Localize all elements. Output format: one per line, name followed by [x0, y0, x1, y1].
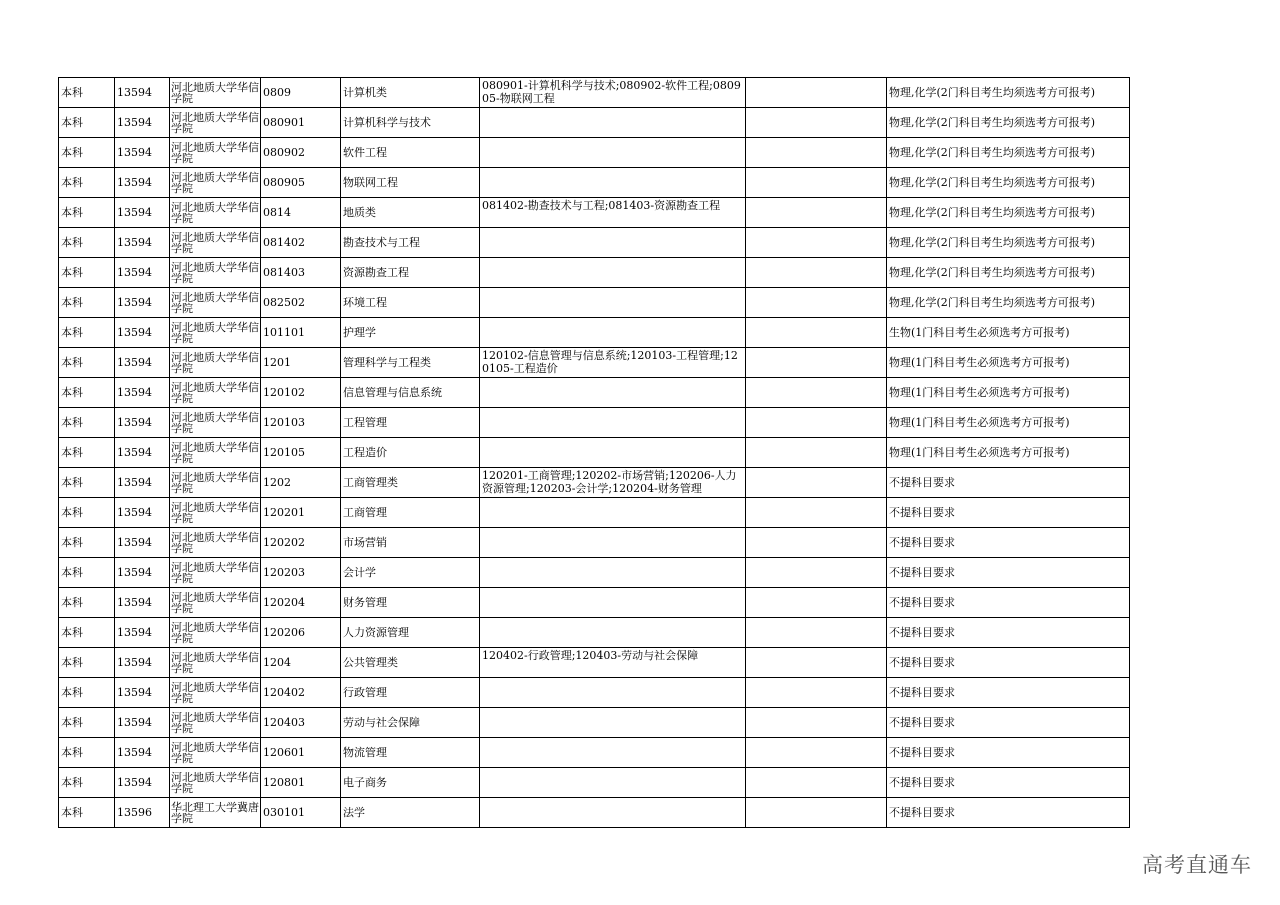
- empty-cell: [746, 498, 887, 528]
- school-code-cell: 13594: [115, 558, 170, 588]
- table-row: [59, 528, 1130, 558]
- major-name-cell: 劳动与社会保障: [341, 708, 480, 738]
- subject-requirement-cell: 物理,化学(2门科目考生均须选考方可报考): [887, 198, 1130, 228]
- major-name-cell: 软件工程: [341, 138, 480, 168]
- school-code-cell: 13594: [115, 678, 170, 708]
- empty-cell: [746, 588, 887, 618]
- level-cell: 本科: [59, 678, 115, 708]
- table-row: [59, 618, 1130, 648]
- major-code-cell: 1204: [261, 648, 341, 678]
- school-name-cell: 河北地质大学华信学院: [170, 468, 261, 498]
- major-name-cell: 公共管理类: [341, 648, 480, 678]
- subject-requirement-cell: 不提科目要求: [887, 738, 1130, 768]
- included-majors-cell: 081402-勘查技术与工程;081403-资源勘查工程: [480, 198, 746, 228]
- subject-requirement-cell: 不提科目要求: [887, 558, 1130, 588]
- subject-requirement-cell: 物理,化学(2门科目考生均须选考方可报考): [887, 168, 1130, 198]
- school-code-cell: 13594: [115, 288, 170, 318]
- included-majors-cell: [480, 498, 746, 528]
- included-majors-cell: [480, 708, 746, 738]
- table-row: [59, 408, 1130, 438]
- subject-requirement-cell: 物理,化学(2门科目考生均须选考方可报考): [887, 78, 1130, 108]
- empty-cell: [746, 78, 887, 108]
- school-code-cell: 13594: [115, 588, 170, 618]
- subject-requirement-cell: 不提科目要求: [887, 648, 1130, 678]
- included-majors-cell: [480, 228, 746, 258]
- major-name-cell: 会计学: [341, 558, 480, 588]
- subject-requirement-cell: 物理(1门科目考生必须选考方可报考): [887, 408, 1130, 438]
- included-majors-cell: 120102-信息管理与信息系统;120103-工程管理;120105-工程造价: [480, 348, 746, 378]
- level-cell: 本科: [59, 768, 115, 798]
- subject-requirement-cell: 不提科目要求: [887, 588, 1130, 618]
- table-row: [59, 318, 1130, 348]
- subject-requirement-cell: 不提科目要求: [887, 498, 1130, 528]
- table-row: [59, 78, 1130, 108]
- school-code-cell: 13594: [115, 438, 170, 468]
- table-row: [59, 288, 1130, 318]
- major-code-cell: 120203: [261, 558, 341, 588]
- school-name-cell: 河北地质大学华信学院: [170, 708, 261, 738]
- empty-cell: [746, 738, 887, 768]
- major-name-cell: 资源勘查工程: [341, 258, 480, 288]
- table-row: [59, 258, 1130, 288]
- major-code-cell: 120103: [261, 408, 341, 438]
- level-cell: 本科: [59, 588, 115, 618]
- school-code-cell: 13594: [115, 648, 170, 678]
- school-code-cell: 13594: [115, 258, 170, 288]
- table-row: [59, 378, 1130, 408]
- school-name-cell: 河北地质大学华信学院: [170, 318, 261, 348]
- school-code-cell: 13594: [115, 168, 170, 198]
- empty-cell: [746, 528, 887, 558]
- subject-requirement-cell: 不提科目要求: [887, 798, 1130, 828]
- included-majors-cell: [480, 798, 746, 828]
- empty-cell: [746, 468, 887, 498]
- school-code-cell: 13594: [115, 738, 170, 768]
- subject-requirement-cell: 不提科目要求: [887, 618, 1130, 648]
- school-code-cell: 13594: [115, 78, 170, 108]
- school-code-cell: 13594: [115, 528, 170, 558]
- school-name-cell: 河北地质大学华信学院: [170, 258, 261, 288]
- table-row: [59, 558, 1130, 588]
- school-code-cell: 13594: [115, 228, 170, 258]
- empty-cell: [746, 288, 887, 318]
- school-code-cell: 13594: [115, 108, 170, 138]
- major-code-cell: 080902: [261, 138, 341, 168]
- included-majors-cell: 120201-工商管理;120202-市场营销;120206-人力资源管理;120203-会计学;120204-财务管理: [480, 468, 746, 498]
- school-name-cell: 河北地质大学华信学院: [170, 228, 261, 258]
- level-cell: 本科: [59, 468, 115, 498]
- major-name-cell: 财务管理: [341, 588, 480, 618]
- major-name-cell: 人力资源管理: [341, 618, 480, 648]
- level-cell: 本科: [59, 438, 115, 468]
- level-cell: 本科: [59, 708, 115, 738]
- empty-cell: [746, 648, 887, 678]
- table-row: [59, 708, 1130, 738]
- major-code-cell: 120601: [261, 738, 341, 768]
- major-name-cell: 信息管理与信息系统: [341, 378, 480, 408]
- subject-requirement-cell: 物理(1门科目考生必须选考方可报考): [887, 348, 1130, 378]
- school-code-cell: 13594: [115, 408, 170, 438]
- included-majors-cell: [480, 378, 746, 408]
- school-code-cell: 13594: [115, 198, 170, 228]
- level-cell: 本科: [59, 228, 115, 258]
- table-row: [59, 738, 1130, 768]
- included-majors-cell: 080901-计算机科学与技术;080902-软件工程;080905-物联网工程: [480, 78, 746, 108]
- level-cell: 本科: [59, 498, 115, 528]
- major-code-cell: 080901: [261, 108, 341, 138]
- school-name-cell: 河北地质大学华信学院: [170, 618, 261, 648]
- major-code-cell: 120403: [261, 708, 341, 738]
- table-row: [59, 168, 1130, 198]
- empty-cell: [746, 798, 887, 828]
- empty-cell: [746, 258, 887, 288]
- level-cell: 本科: [59, 198, 115, 228]
- included-majors-cell: [480, 318, 746, 348]
- major-name-cell: 市场营销: [341, 528, 480, 558]
- included-majors-cell: [480, 768, 746, 798]
- level-cell: 本科: [59, 288, 115, 318]
- subject-requirement-cell: 物理(1门科目考生必须选考方可报考): [887, 438, 1130, 468]
- table-row: [59, 588, 1130, 618]
- table-row: [59, 138, 1130, 168]
- school-code-cell: 13594: [115, 708, 170, 738]
- major-code-cell: 120402: [261, 678, 341, 708]
- level-cell: 本科: [59, 738, 115, 768]
- subject-requirement-cell: 不提科目要求: [887, 528, 1130, 558]
- included-majors-cell: [480, 678, 746, 708]
- major-name-cell: 计算机科学与技术: [341, 108, 480, 138]
- level-cell: 本科: [59, 378, 115, 408]
- empty-cell: [746, 438, 887, 468]
- school-code-cell: 13594: [115, 468, 170, 498]
- major-code-cell: 030101: [261, 798, 341, 828]
- included-majors-cell: [480, 618, 746, 648]
- empty-cell: [746, 768, 887, 798]
- school-code-cell: 13594: [115, 378, 170, 408]
- school-name-cell: 河北地质大学华信学院: [170, 198, 261, 228]
- major-name-cell: 物联网工程: [341, 168, 480, 198]
- level-cell: 本科: [59, 318, 115, 348]
- table-row: [59, 498, 1130, 528]
- empty-cell: [746, 708, 887, 738]
- subject-requirement-cell: 物理,化学(2门科目考生均须选考方可报考): [887, 258, 1130, 288]
- level-cell: 本科: [59, 138, 115, 168]
- level-cell: 本科: [59, 108, 115, 138]
- watermark-text: 高考直通车: [1142, 853, 1252, 877]
- major-name-cell: 勘查技术与工程: [341, 228, 480, 258]
- major-code-cell: 0809: [261, 78, 341, 108]
- major-name-cell: 计算机类: [341, 78, 480, 108]
- major-name-cell: 地质类: [341, 198, 480, 228]
- level-cell: 本科: [59, 528, 115, 558]
- major-code-cell: 120105: [261, 438, 341, 468]
- empty-cell: [746, 168, 887, 198]
- subject-requirement-cell: 生物(1门科目考生必须选考方可报考): [887, 318, 1130, 348]
- school-name-cell: 华北理工大学冀唐学院: [170, 798, 261, 828]
- included-majors-cell: [480, 258, 746, 288]
- school-code-cell: 13596: [115, 798, 170, 828]
- empty-cell: [746, 408, 887, 438]
- major-name-cell: 工商管理: [341, 498, 480, 528]
- school-name-cell: 河北地质大学华信学院: [170, 768, 261, 798]
- school-code-cell: 13594: [115, 348, 170, 378]
- table-row: [59, 348, 1130, 378]
- table-row: [59, 198, 1130, 228]
- level-cell: 本科: [59, 558, 115, 588]
- empty-cell: [746, 318, 887, 348]
- level-cell: 本科: [59, 258, 115, 288]
- school-name-cell: 河北地质大学华信学院: [170, 378, 261, 408]
- major-code-cell: 120204: [261, 588, 341, 618]
- empty-cell: [746, 198, 887, 228]
- table-row: [59, 678, 1130, 708]
- major-code-cell: 120201: [261, 498, 341, 528]
- major-code-cell: 120202: [261, 528, 341, 558]
- school-name-cell: 河北地质大学华信学院: [170, 588, 261, 618]
- level-cell: 本科: [59, 618, 115, 648]
- included-majors-cell: [480, 738, 746, 768]
- school-code-cell: 13594: [115, 498, 170, 528]
- major-code-cell: 101101: [261, 318, 341, 348]
- school-name-cell: 河北地质大学华信学院: [170, 78, 261, 108]
- included-majors-cell: [480, 288, 746, 318]
- level-cell: 本科: [59, 648, 115, 678]
- subject-requirement-cell: 不提科目要求: [887, 678, 1130, 708]
- school-code-cell: 13594: [115, 618, 170, 648]
- table-row: [59, 108, 1130, 138]
- subject-requirements-table: [58, 77, 1130, 828]
- school-name-cell: 河北地质大学华信学院: [170, 678, 261, 708]
- major-code-cell: 1201: [261, 348, 341, 378]
- major-code-cell: 1202: [261, 468, 341, 498]
- school-name-cell: 河北地质大学华信学院: [170, 288, 261, 318]
- subject-requirement-cell: 不提科目要求: [887, 468, 1130, 498]
- level-cell: 本科: [59, 408, 115, 438]
- empty-cell: [746, 228, 887, 258]
- empty-cell: [746, 138, 887, 168]
- school-code-cell: 13594: [115, 318, 170, 348]
- table-row: [59, 768, 1130, 798]
- school-code-cell: 13594: [115, 138, 170, 168]
- subject-requirement-cell: 物理,化学(2门科目考生均须选考方可报考): [887, 228, 1130, 258]
- major-name-cell: 管理科学与工程类: [341, 348, 480, 378]
- major-code-cell: 0814: [261, 198, 341, 228]
- school-name-cell: 河北地质大学华信学院: [170, 648, 261, 678]
- empty-cell: [746, 618, 887, 648]
- school-name-cell: 河北地质大学华信学院: [170, 348, 261, 378]
- school-name-cell: 河北地质大学华信学院: [170, 438, 261, 468]
- level-cell: 本科: [59, 78, 115, 108]
- school-name-cell: 河北地质大学华信学院: [170, 408, 261, 438]
- included-majors-cell: [480, 108, 746, 138]
- school-name-cell: 河北地质大学华信学院: [170, 108, 261, 138]
- table-row: [59, 468, 1130, 498]
- included-majors-cell: [480, 168, 746, 198]
- included-majors-cell: [480, 408, 746, 438]
- table-row: [59, 648, 1130, 678]
- empty-cell: [746, 348, 887, 378]
- major-name-cell: 法学: [341, 798, 480, 828]
- included-majors-cell: [480, 138, 746, 168]
- major-name-cell: 行政管理: [341, 678, 480, 708]
- school-code-cell: 13594: [115, 768, 170, 798]
- school-name-cell: 河北地质大学华信学院: [170, 168, 261, 198]
- school-name-cell: 河北地质大学华信学院: [170, 138, 261, 168]
- major-name-cell: 物流管理: [341, 738, 480, 768]
- subject-requirement-cell: 物理,化学(2门科目考生均须选考方可报考): [887, 108, 1130, 138]
- major-code-cell: 081403: [261, 258, 341, 288]
- included-majors-cell: [480, 588, 746, 618]
- empty-cell: [746, 558, 887, 588]
- major-name-cell: 工商管理类: [341, 468, 480, 498]
- level-cell: 本科: [59, 168, 115, 198]
- included-majors-cell: [480, 558, 746, 588]
- major-name-cell: 电子商务: [341, 768, 480, 798]
- subject-requirement-cell: 不提科目要求: [887, 768, 1130, 798]
- included-majors-cell: 120402-行政管理;120403-劳动与社会保障: [480, 648, 746, 678]
- subject-requirement-cell: 物理,化学(2门科目考生均须选考方可报考): [887, 288, 1130, 318]
- school-name-cell: 河北地质大学华信学院: [170, 498, 261, 528]
- subject-requirement-cell: 物理(1门科目考生必须选考方可报考): [887, 378, 1130, 408]
- major-code-cell: 120102: [261, 378, 341, 408]
- table-row: [59, 228, 1130, 258]
- included-majors-cell: [480, 528, 746, 558]
- table-row: [59, 798, 1130, 828]
- empty-cell: [746, 678, 887, 708]
- major-code-cell: 081402: [261, 228, 341, 258]
- table-row: [59, 438, 1130, 468]
- major-code-cell: 120206: [261, 618, 341, 648]
- major-name-cell: 环境工程: [341, 288, 480, 318]
- table-body: [59, 78, 1130, 828]
- major-code-cell: 082502: [261, 288, 341, 318]
- major-name-cell: 护理学: [341, 318, 480, 348]
- school-name-cell: 河北地质大学华信学院: [170, 558, 261, 588]
- major-name-cell: 工程造价: [341, 438, 480, 468]
- empty-cell: [746, 108, 887, 138]
- empty-cell: [746, 378, 887, 408]
- subject-requirement-cell: 不提科目要求: [887, 708, 1130, 738]
- major-code-cell: 120801: [261, 768, 341, 798]
- major-name-cell: 工程管理: [341, 408, 480, 438]
- level-cell: 本科: [59, 798, 115, 828]
- school-name-cell: 河北地质大学华信学院: [170, 738, 261, 768]
- included-majors-cell: [480, 438, 746, 468]
- level-cell: 本科: [59, 348, 115, 378]
- subject-requirement-cell: 物理,化学(2门科目考生均须选考方可报考): [887, 138, 1130, 168]
- school-name-cell: 河北地质大学华信学院: [170, 528, 261, 558]
- major-code-cell: 080905: [261, 168, 341, 198]
